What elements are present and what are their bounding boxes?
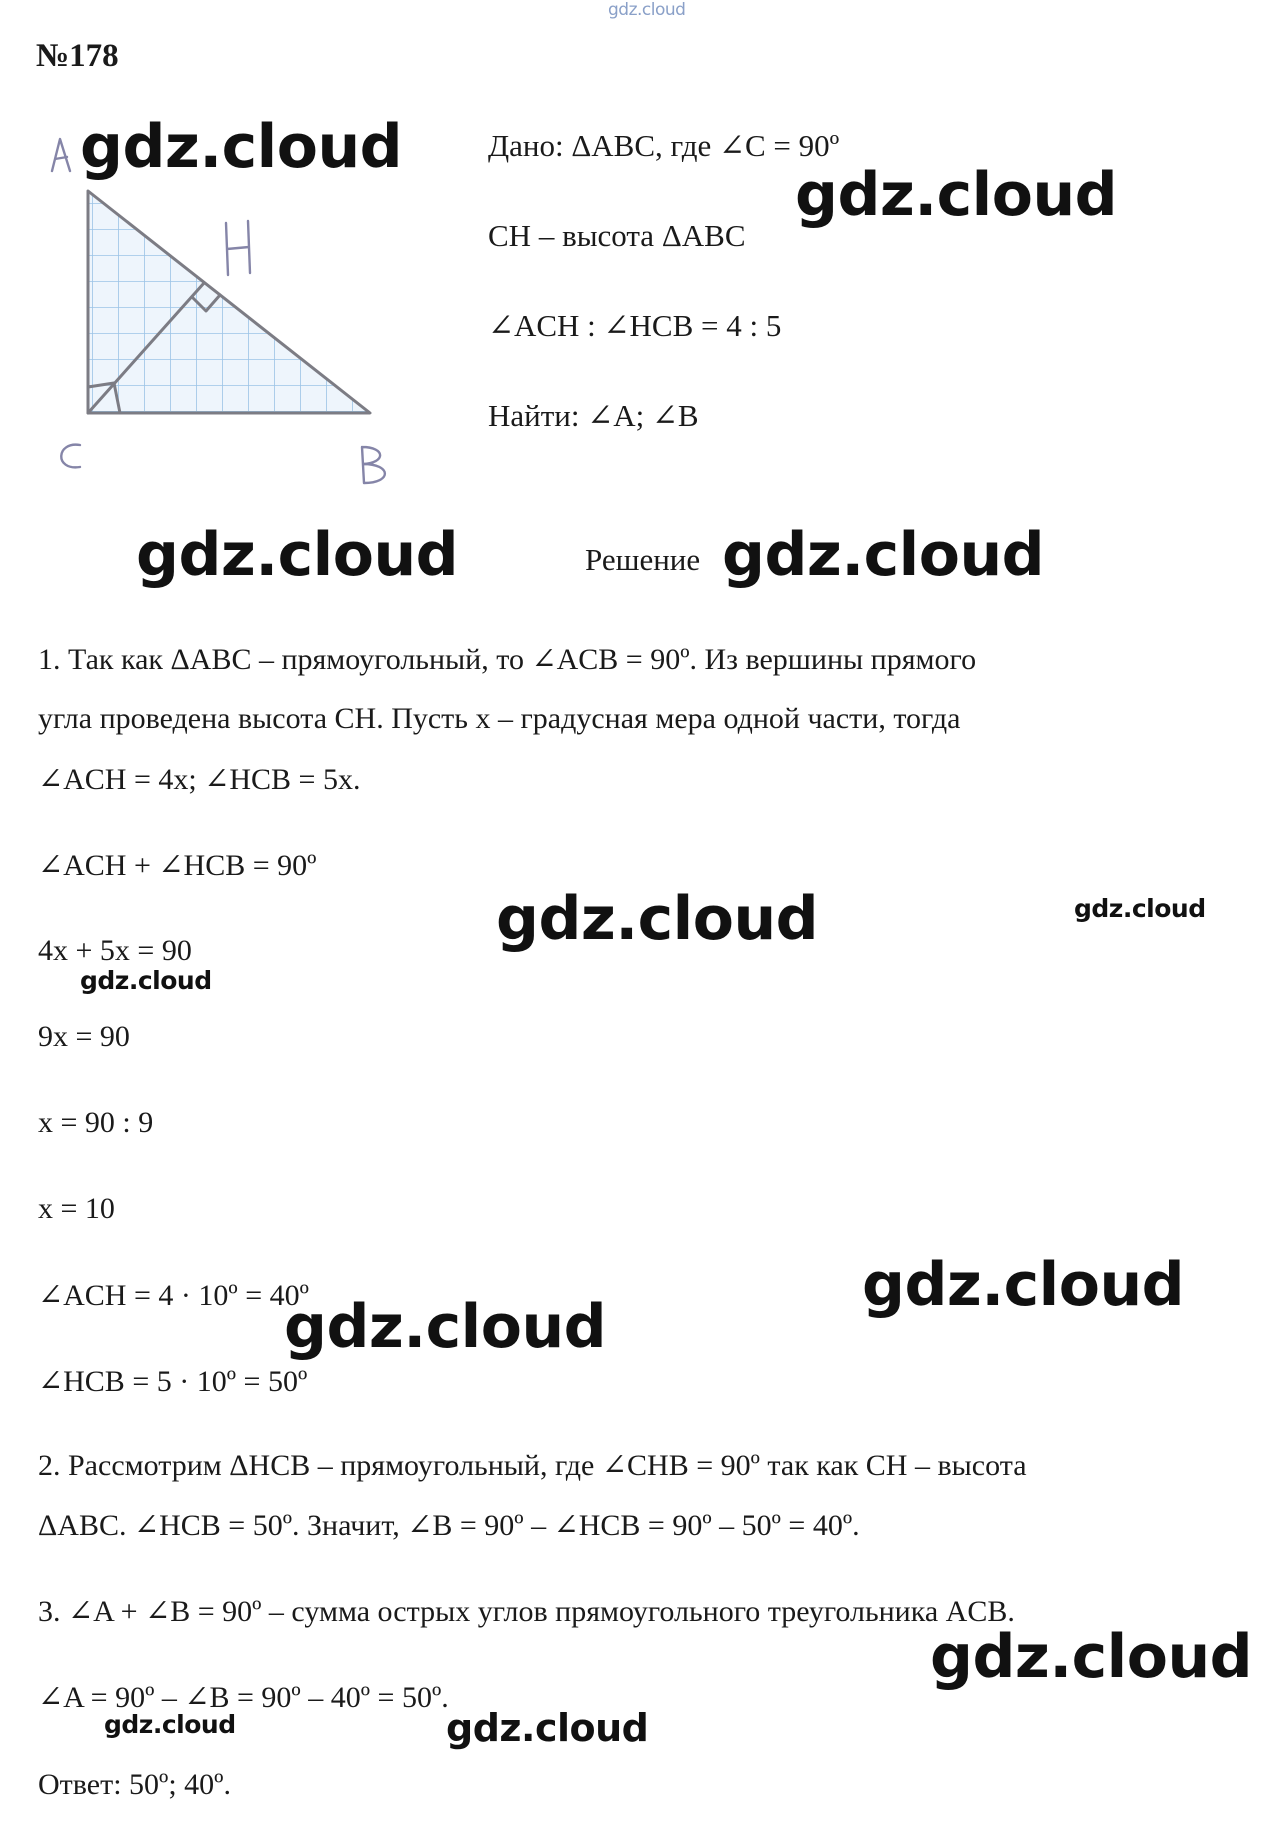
solution-step-2-line-2: ΔABC. ∠HCB = 50º. Значит, ∠B = 90º – ∠HCB = 90º – 50º = 40º. xyxy=(38,1509,860,1542)
watermark: gdz.cloud xyxy=(104,1710,236,1739)
watermark: gdz.cloud xyxy=(136,520,459,590)
label-a-glyph xyxy=(52,139,70,171)
given-line-3: ∠ACH : ∠HCB = 4 : 5 xyxy=(488,308,782,343)
solution-step-3-line-2: ∠A = 90º – ∠B = 90º – 40º = 50º. xyxy=(38,1681,449,1714)
watermark: gdz.cloud xyxy=(862,1250,1185,1320)
watermark: gdz.cloud xyxy=(795,160,1118,230)
solution-step-3-line-1: 3. ∠A + ∠B = 90º – сумма острых углов прямоугольного треугольника ACB. xyxy=(38,1595,1015,1628)
given-line-4: Найти: ∠A; ∠B xyxy=(488,398,699,433)
watermark: gdz.cloud xyxy=(80,112,403,182)
label-c-glyph xyxy=(61,445,80,468)
watermark: gdz.cloud xyxy=(496,884,819,954)
solution-step-1-line-2: угла проведена высота CH. Пусть x – градусная мера одной части, тогда xyxy=(38,702,961,735)
equation-6: ∠ACH = 4 · 10º = 40º xyxy=(38,1279,309,1312)
watermark: gdz.cloud xyxy=(722,520,1045,590)
label-h-glyph xyxy=(226,221,250,275)
label-b-glyph xyxy=(362,447,385,483)
watermark-top: gdz.cloud xyxy=(608,0,686,20)
watermark: gdz.cloud xyxy=(284,1292,607,1362)
watermark: gdz.cloud xyxy=(930,1622,1253,1692)
watermark: gdz.cloud xyxy=(446,1706,649,1750)
watermark: gdz.cloud xyxy=(1074,894,1206,923)
equation-4: x = 90 : 9 xyxy=(38,1106,154,1139)
solution-heading: Решение xyxy=(585,542,701,577)
equation-7: ∠HCB = 5 · 10º = 50º xyxy=(38,1365,308,1398)
problem-number: №178 xyxy=(36,38,119,74)
given-line-1: Дано: ΔABC, где ∠C = 90º xyxy=(488,128,840,163)
equation-1: ∠ACH + ∠HCB = 90º xyxy=(38,849,317,882)
equation-2: 4x + 5x = 90 xyxy=(38,934,192,967)
watermark: gdz.cloud xyxy=(80,966,212,995)
given-line-2: CH – высота ΔABC xyxy=(488,218,746,253)
solution-step-2-line-1: 2. Рассмотрим ΔHCB – прямоугольный, где ∠CHB = 90º так как CH – высота xyxy=(38,1449,1027,1482)
answer: Ответ: 50º; 40º. xyxy=(38,1768,231,1801)
solution-step-1-line-1: 1. Так как ΔABC – прямоугольный, то ∠ACB = 90º. Из вершины прямого xyxy=(38,643,977,676)
solution-step-1-line-3: ∠ACH = 4x; ∠HCB = 5x. xyxy=(38,763,361,796)
equation-5: x = 10 xyxy=(38,1192,115,1225)
equation-3: 9x = 90 xyxy=(38,1020,130,1053)
